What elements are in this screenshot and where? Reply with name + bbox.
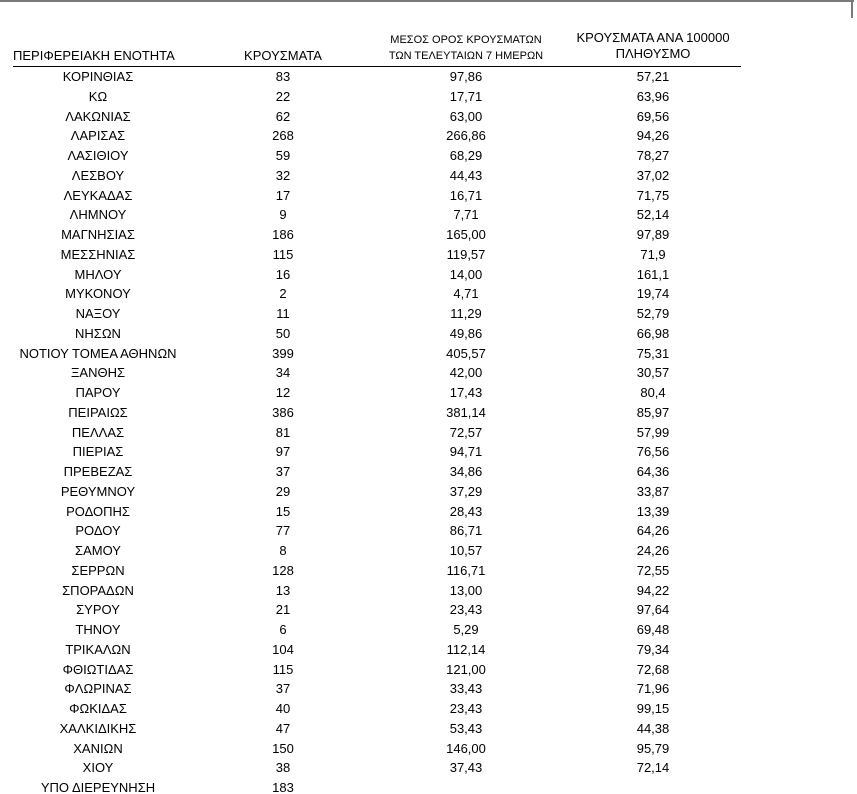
cell-region: ΥΠΟ ΔΙΕΡΕΥΝΗΣΗ [40, 780, 156, 794]
table-row [0, 581, 857, 601]
cell-cases: 21 [275, 602, 291, 618]
cell-region: ΠΕΛΛΑΣ [71, 424, 125, 440]
cell-region: ΦΛΩΡΙΝΑΣ [64, 681, 132, 697]
cell-cases: 11 [276, 306, 290, 321]
cell-cases: 150 [272, 740, 294, 756]
cell-region: ΣΕΡΡΩΝ [71, 562, 125, 578]
table-row [0, 166, 857, 186]
cell-cases: 399 [272, 345, 294, 361]
cell-avg-7-days: 33,43 [449, 681, 483, 697]
table-row [0, 344, 857, 364]
cell-region: ΡΕΘΥΜΝΟΥ [60, 483, 136, 499]
cell-region: ΛΕΥΚΑΔΑΣ [63, 187, 133, 203]
cell-avg-7-days: 16,71 [449, 187, 483, 203]
cell-region: ΚΟΡΙΝΘΙΑΣ [62, 69, 134, 84]
table-header [0, 28, 857, 66]
cell-per-100k: 99,15 [636, 701, 670, 716]
cell-per-100k: 85,97 [636, 404, 670, 420]
cell-cases: 13 [275, 582, 291, 598]
cell-region: ΛΑΡΙΣΑΣ [70, 128, 126, 144]
cell-per-100k: 79,34 [636, 641, 670, 657]
cell-region: ΜΕΣΣΗΝΙΑΣ [60, 246, 136, 262]
cell-region: ΧΑΛΚΙΔΙΚΗΣ [59, 720, 137, 736]
cell-avg-7-days: 10,57 [449, 543, 483, 558]
cell-avg-7-days: 121,00 [446, 661, 486, 677]
cell-per-100k: 30,57 [636, 365, 670, 381]
table-row [0, 719, 857, 739]
cell-region: ΜΥΚΟΝΟΥ [65, 286, 131, 302]
cell-region: ΧΑΝΙΩΝ [73, 740, 123, 756]
cell-per-100k: 78,27 [636, 148, 670, 163]
cell-per-100k: 76,56 [636, 444, 670, 460]
cell-avg-7-days: 7,71 [453, 207, 479, 223]
cell-per-100k: 71,9 [640, 246, 666, 262]
cell-region: ΚΩ [88, 88, 108, 104]
cell-per-100k: 33,87 [636, 483, 670, 499]
table-row [0, 225, 857, 245]
cell-region: ΤΡΙΚΑΛΩΝ [65, 641, 131, 657]
cell-region: ΦΘΙΩΤΙΔΑΣ [62, 661, 134, 677]
cell-per-100k: 52,14 [636, 207, 670, 223]
cell-region: ΦΩΚΙΔΑΣ [69, 701, 127, 716]
cell-per-100k: 94,22 [636, 582, 670, 598]
header-avg-line1: ΜΕΣΟΣ ΟΡΟΣ ΚΡΟΥΣΜΑΤΩΝ [390, 34, 542, 46]
page-top-border [0, 0, 854, 2]
cell-cases: 15 [275, 503, 291, 519]
cell-avg-7-days: 37,43 [449, 760, 483, 776]
table-row [0, 442, 857, 462]
cell-cases: 115 [272, 661, 294, 677]
cell-region: ΡΟΔΟΠΗΣ [66, 503, 130, 519]
cell-avg-7-days: 112,14 [446, 641, 486, 657]
cell-cases: 34 [275, 365, 291, 381]
cell-region: ΤΗΝΟΥ [75, 622, 121, 637]
cell-region: ΝΟΤΙΟΥ ΤΟΜΕΑ ΑΘΗΝΩΝ [19, 345, 177, 361]
table-row [0, 778, 857, 794]
cell-region: ΡΟΔΟΥ [75, 523, 121, 539]
cell-cases: 128 [272, 562, 294, 578]
table-row [0, 245, 857, 265]
cell-avg-7-days: 68,29 [449, 148, 483, 163]
cell-avg-7-days: 405,57 [446, 345, 486, 361]
table-row [0, 660, 857, 680]
cell-region: ΠΕΙΡΑΙΩΣ [68, 404, 128, 420]
cell-per-100k: 72,14 [636, 760, 670, 776]
cell-per-100k: 57,99 [636, 424, 670, 440]
table-row [0, 126, 857, 146]
cell-cases: 183 [272, 780, 294, 794]
table-row [0, 541, 857, 561]
cell-cases: 16 [275, 266, 291, 282]
header-avg-line2: ΤΩΝ ΤΕΛΕΥΤΑΙΩΝ 7 ΗΜΕΡΩΝ [388, 50, 544, 62]
cell-cases: 62 [275, 108, 291, 124]
cell-per-100k: 52,79 [636, 306, 670, 321]
cell-per-100k: 71,75 [636, 187, 670, 203]
cell-region: ΜΑΓΝΗΣΙΑΣ [61, 227, 135, 242]
table-row [0, 186, 857, 206]
cell-per-100k: 64,36 [636, 464, 670, 479]
cell-region: ΞΑΝΘΗΣ [70, 365, 126, 381]
cell-avg-7-days: 42,00 [449, 365, 483, 381]
header-cases: ΚΡΟΥΣΜΑΤΑ [244, 48, 322, 63]
cell-per-100k: 63,96 [636, 88, 670, 104]
cell-cases: 186 [272, 227, 294, 242]
cell-cases: 22 [275, 88, 291, 104]
table-row [0, 620, 857, 640]
cell-cases: 81 [275, 424, 291, 440]
cell-region: ΝΑΞΟΥ [75, 306, 121, 321]
cell-region: ΜΗΛΟΥ [74, 266, 122, 282]
cell-cases: 38 [275, 760, 291, 776]
cell-avg-7-days: 86,71 [449, 523, 483, 539]
cell-avg-7-days: 34,86 [449, 464, 483, 479]
cell-cases: 386 [272, 404, 294, 420]
table-row [0, 67, 857, 87]
cell-region: ΛΗΜΝΟΥ [69, 207, 127, 223]
cell-cases: 17 [275, 187, 291, 203]
cell-cases: 37 [275, 464, 291, 479]
table-row [0, 423, 857, 443]
cell-per-100k: 69,56 [636, 108, 670, 124]
table-row [0, 502, 857, 522]
cell-avg-7-days: 23,43 [449, 602, 483, 618]
cell-avg-7-days: 4,71 [453, 286, 479, 302]
table-row [0, 284, 857, 304]
cell-per-100k: 69,48 [636, 622, 670, 637]
cell-avg-7-days: 28,43 [449, 503, 483, 519]
cell-avg-7-days: 53,43 [449, 720, 483, 736]
table-row [0, 87, 857, 107]
cell-avg-7-days: 49,86 [449, 325, 483, 341]
cell-avg-7-days: 119,57 [446, 246, 486, 262]
cell-cases: 12 [275, 385, 291, 400]
cell-per-100k: 24,26 [636, 543, 670, 558]
cell-cases: 32 [275, 167, 291, 183]
cell-avg-7-days: 146,00 [446, 740, 486, 756]
cell-region: ΧΙΟΥ [82, 760, 114, 776]
cell-cases: 115 [272, 246, 294, 262]
cell-avg-7-days: 97,86 [449, 69, 483, 84]
cell-per-100k: 72,55 [636, 562, 670, 578]
table-row [0, 679, 857, 699]
cell-per-100k: 75,31 [636, 345, 670, 361]
cell-cases: 104 [272, 641, 294, 657]
cell-cases: 8 [279, 543, 287, 558]
table-row [0, 699, 857, 719]
cell-per-100k: 71,96 [636, 681, 670, 697]
cell-cases: 268 [272, 128, 294, 144]
header-per100k-line2: ΠΛΗΘΥΣΜΟ [615, 46, 691, 61]
cell-region: ΠΡΕΒΕΖΑΣ [63, 464, 133, 479]
cell-avg-7-days: 116,71 [446, 562, 486, 578]
cell-region: ΛΑΚΩΝΙΑΣ [65, 108, 131, 124]
table-row [0, 403, 857, 423]
table-row [0, 462, 857, 482]
header-per100k-line1: ΚΡΟΥΣΜΑΤΑ ΑΝΑ 100000 [576, 30, 730, 45]
cell-per-100k: 19,74 [636, 286, 670, 302]
table-row [0, 640, 857, 660]
cell-region: ΛΑΣΙΘΙΟΥ [67, 148, 129, 163]
cell-cases: 77 [275, 523, 291, 539]
cell-avg-7-days: 14,00 [449, 266, 483, 282]
cell-cases: 83 [275, 69, 291, 84]
cell-avg-7-days: 63,00 [449, 108, 483, 124]
cell-per-100k: 80,4 [640, 385, 666, 400]
cell-per-100k: 161,1 [636, 266, 670, 282]
table-row [0, 205, 857, 225]
cell-avg-7-days: 5,29 [453, 622, 479, 637]
cell-region: ΣΥΡΟΥ [76, 602, 120, 618]
table-row [0, 265, 857, 285]
cell-region: ΣΠΟΡΑΔΩΝ [62, 582, 134, 598]
cell-avg-7-days: 13,00 [449, 582, 483, 598]
table-row [0, 758, 857, 778]
cell-cases: 29 [275, 483, 291, 499]
cell-avg-7-days: 165,00 [446, 227, 486, 242]
cell-per-100k: 66,98 [636, 325, 670, 341]
cell-cases: 47 [275, 720, 291, 736]
cell-avg-7-days: 44,43 [449, 167, 483, 183]
table-row [0, 146, 857, 166]
cell-avg-7-days: 266,86 [446, 128, 486, 144]
cell-cases: 2 [279, 286, 287, 302]
cell-region: ΣΑΜΟΥ [75, 543, 121, 558]
table-row [0, 324, 857, 344]
table-row [0, 561, 857, 581]
cell-cases: 59 [275, 148, 291, 163]
cell-cases: 50 [275, 325, 291, 341]
cell-per-100k: 44,38 [636, 720, 670, 736]
table-row [0, 600, 857, 620]
cell-avg-7-days: 94,71 [449, 444, 483, 460]
cell-cases: 97 [275, 444, 291, 460]
page-right-border [851, 0, 853, 18]
cell-per-100k: 57,21 [636, 69, 670, 84]
header-avg-7-days [366, 32, 566, 64]
cell-cases: 40 [275, 701, 291, 716]
cell-cases: 6 [279, 622, 287, 637]
cell-avg-7-days: 23,43 [449, 701, 483, 716]
header-per-100k [553, 30, 753, 62]
cell-region: ΠΙΕΡΙΑΣ [72, 444, 124, 460]
table-row [0, 521, 857, 541]
table-row [0, 739, 857, 759]
header-region: ΠΕΡΙΦΕΡΕΙΑΚΗ ΕΝΟΤΗΤΑ [13, 48, 175, 63]
table-row [0, 107, 857, 127]
cell-per-100k: 97,64 [636, 602, 670, 618]
cell-avg-7-days: 17,71 [449, 88, 483, 104]
cell-per-100k: 64,26 [636, 523, 670, 539]
table-row [0, 383, 857, 403]
cell-avg-7-days: 72,57 [449, 424, 483, 440]
cell-per-100k: 94,26 [636, 128, 670, 144]
cell-per-100k: 95,79 [636, 740, 670, 756]
table-row [0, 304, 857, 324]
cell-per-100k: 37,02 [636, 167, 670, 183]
cell-region: ΝΗΣΩΝ [75, 325, 121, 341]
table-body [0, 67, 857, 794]
cell-per-100k: 97,89 [636, 227, 670, 242]
cell-avg-7-days: 17,43 [449, 385, 483, 400]
cell-cases: 9 [279, 207, 287, 223]
table-row [0, 363, 857, 383]
cell-region: ΛΕΣΒΟΥ [71, 167, 125, 183]
cell-per-100k: 13,39 [636, 503, 670, 519]
cell-avg-7-days: 37,29 [449, 483, 483, 499]
cell-avg-7-days: 11,29 [450, 306, 482, 321]
cell-per-100k: 72,68 [636, 661, 670, 677]
table-row [0, 482, 857, 502]
cell-region: ΠΑΡΟΥ [75, 385, 121, 400]
cell-cases: 37 [275, 681, 291, 697]
cell-avg-7-days: 381,14 [446, 404, 486, 420]
